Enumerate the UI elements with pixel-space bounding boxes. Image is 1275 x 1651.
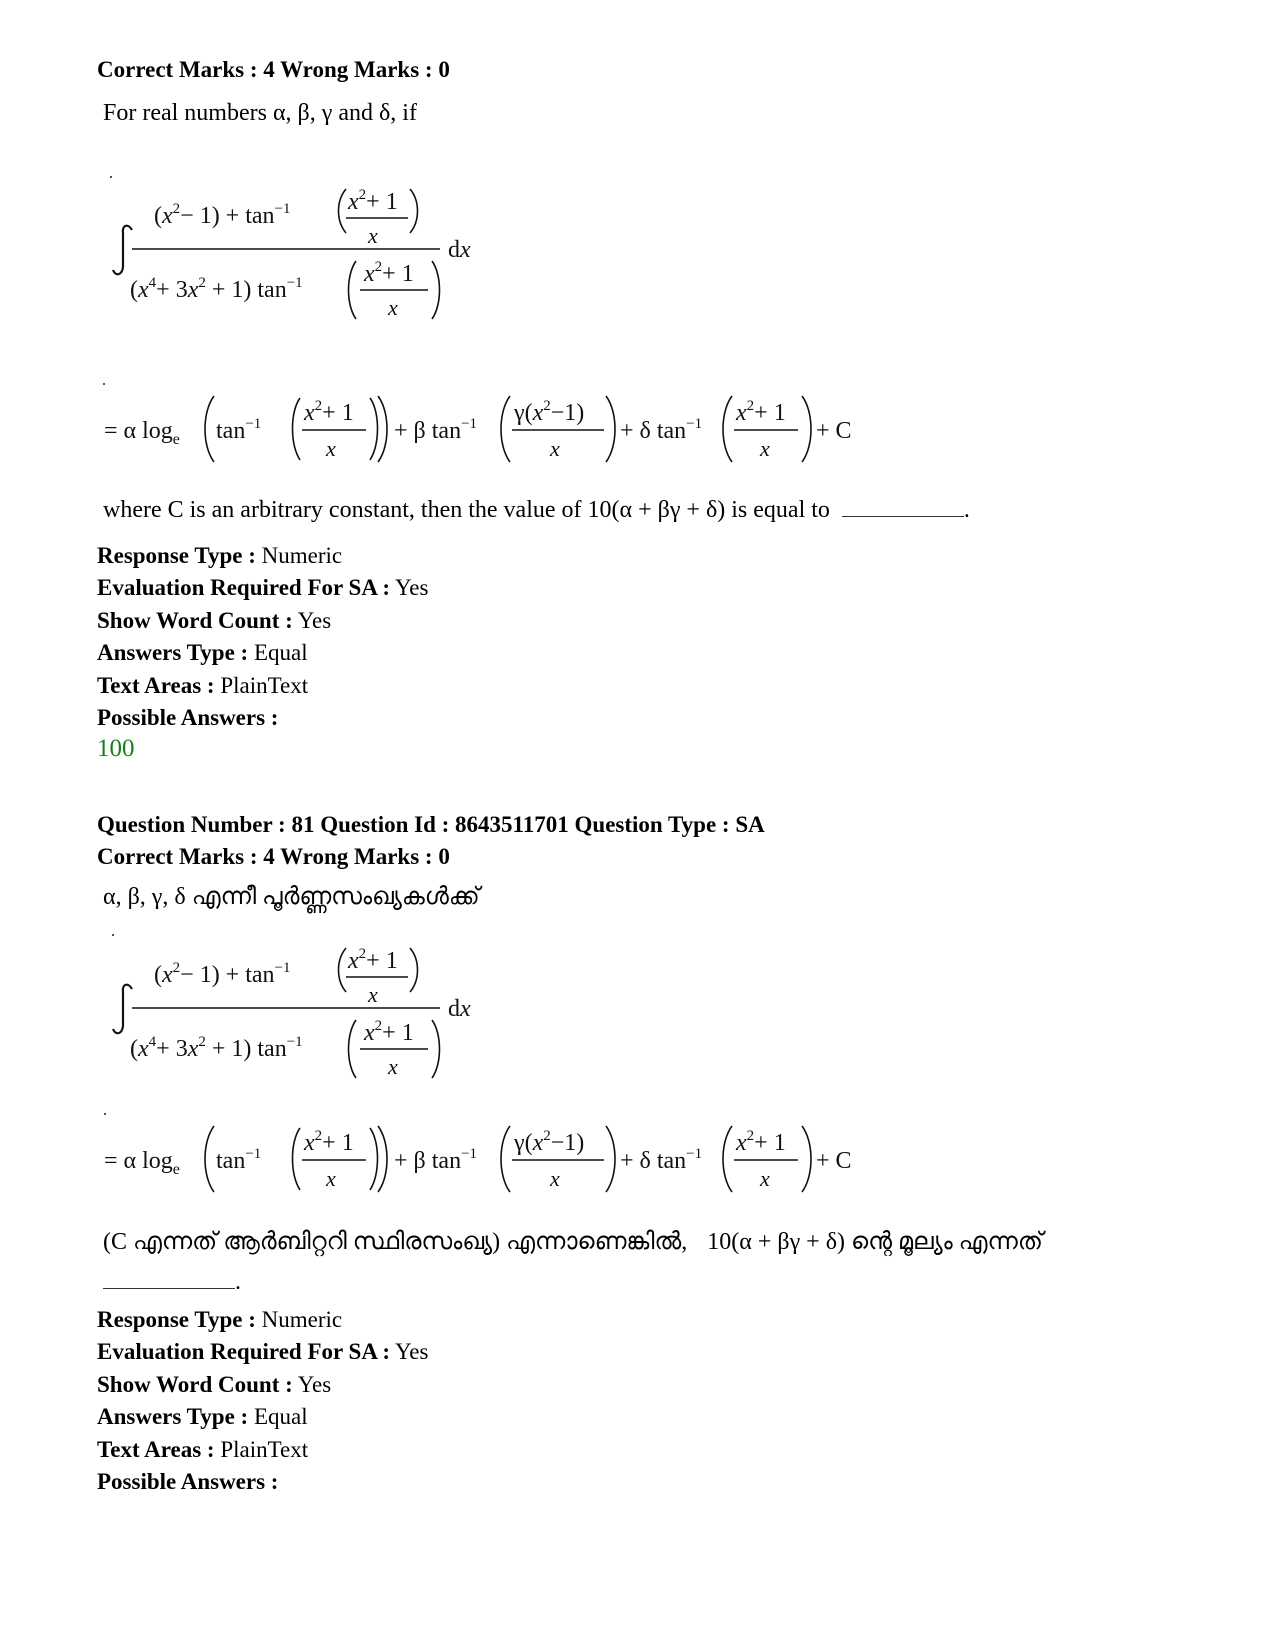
svg-text:x2+ 1: $x^2+ 1$: [364, 259, 414, 287]
svg-text:x: x: [550, 436, 560, 461]
q80-field-show-word-count: Show Word Count : Yes: [97, 607, 332, 633]
q81-field-possible-answers: Possible Answers :: [97, 1468, 279, 1494]
svg-text:x: x: [326, 436, 336, 461]
answer-blank: [103, 1270, 235, 1289]
svg-text:x: x: [550, 1166, 560, 1191]
svg-text:= α loge: = α $\log_e$: [104, 1148, 180, 1178]
svg-text:x: x: [760, 1166, 770, 1191]
q81-answer-blank-line: .: [103, 1268, 241, 1296]
q80-where-text: where C is an arbitrary constant, then the value of 10(α + βγ + δ) is equal to .: [103, 497, 970, 523]
svg-text:tan−1: $\tan^{-1}$: [216, 1146, 262, 1174]
svg-text:dx: dx: [448, 237, 471, 263]
svg-text:+ β tan−1: + β $\tan^{-1}$: [394, 416, 478, 444]
svg-text:x2+ 1: $x^2+ 1$: [348, 946, 398, 974]
svg-text:x: x: [368, 982, 378, 1007]
q81-rhs-expression: [104, 1120, 884, 1200]
q81-numerator: $(x^2- 1) + \tan^{-1}$: [154, 960, 291, 988]
svg-text:x: x: [388, 1054, 398, 1079]
svg-text:x2+ 1: $x^2+ 1$: [736, 1128, 786, 1156]
q81-where-text: (C എന്നത് ആർബിറ്ററി സ്ഥിരസംഖ്യ) എന്നാണെങ്കിൽ, 10(α + βγ + δ) ന്റെ മൂല്യം എന്നത്: [103, 1229, 1043, 1255]
q80-rhs-expression: [104, 390, 884, 470]
svg-text:+ C: + C: [816, 1148, 852, 1174]
q81-field-answers-type: Answers Type : Equal: [97, 1404, 308, 1430]
q81-intro: α, β, γ, δ എന്നീ പൂർണ്ണസംഖ്യകൾക്ക്: [103, 884, 480, 910]
svg-text:+ C: + C: [816, 418, 852, 444]
q80-field-response-type: Response Type : Numeric: [97, 543, 343, 568]
svg-text:+ δ tan−1: + δ $\tan^{-1}$: [620, 416, 703, 444]
q80-field-text-areas: Text Areas : PlainText: [97, 672, 309, 698]
svg-text:γ(x2−1): $\gamma(x^2-1)$: [514, 1128, 585, 1156]
q81-field-show-word-count: Show Word Count : Yes: [97, 1371, 332, 1397]
q80-fields: [97, 542, 428, 736]
svg-text:x: x: [388, 295, 398, 320]
svg-text:tan−1: $\tan^{-1}$: [216, 416, 262, 444]
svg-text:+ β tan−1: + β $\tan^{-1}$: [394, 1146, 478, 1174]
q81-field-evaluation-required: Evaluation Required For SA : Yes: [97, 1339, 429, 1365]
q80-intro: For real numbers α, β, γ and δ, if: [103, 100, 417, 126]
q81-field-response-type: Response Type : Numeric: [97, 1307, 343, 1332]
q81-fields: [97, 1306, 428, 1500]
q80-field-evaluation-required: Evaluation Required For SA : Yes: [97, 575, 429, 601]
answer-blank: [842, 496, 964, 517]
svg-text:γ(x2−1): $\gamma(x^2-1)$: [514, 398, 585, 426]
svg-text:x: x: [760, 436, 770, 461]
q80-field-possible-answers: Possible Answers :: [97, 704, 279, 730]
svg-text:= α loge: = α $\log_e$: [104, 418, 180, 448]
q81-denominator: $(x^4+ 3x^2 + 1)$ $\tan^{-1}$: [130, 1034, 303, 1062]
svg-text:x2+ 1: $x^2+ 1$: [364, 1018, 414, 1046]
q81-field-text-areas: Text Areas : PlainText: [97, 1436, 309, 1462]
q80-integral-expression: [110, 175, 510, 325]
q80-numerator: $(x^2- 1) + \tan^{-1}$: [154, 201, 291, 229]
q80-field-answers-type: Answers Type : Equal: [97, 640, 308, 666]
svg-text:x: x: [326, 1166, 336, 1191]
svg-text:dx: dx: [448, 996, 471, 1022]
q80-marks-line: Correct Marks : 4 Wrong Marks : 0: [97, 57, 450, 82]
svg-text:x2+ 1: $x^2+ 1$: [304, 398, 354, 426]
q80-denominator: $(x^4+ 3x^2 + 1)$ $\tan^{-1}$: [130, 275, 303, 303]
q81-integral-expression: [110, 934, 510, 1084]
svg-text:x2+ 1: $x^2+ 1$: [304, 1128, 354, 1156]
svg-text:+ δ tan−1: + δ $\tan^{-1}$: [620, 1146, 703, 1174]
svg-text:x2+ 1: $x^2+ 1$: [348, 187, 398, 215]
q80-answer-value: 100: [97, 735, 135, 762]
svg-text:x2+ 1: $x^2+ 1$: [736, 398, 786, 426]
svg-text:x: x: [368, 223, 378, 248]
q81-marks-line: Correct Marks : 4 Wrong Marks : 0: [97, 844, 450, 869]
q81-header-line: Question Number : 81 Question Id : 8643511701 Question Type : SA: [97, 812, 765, 837]
